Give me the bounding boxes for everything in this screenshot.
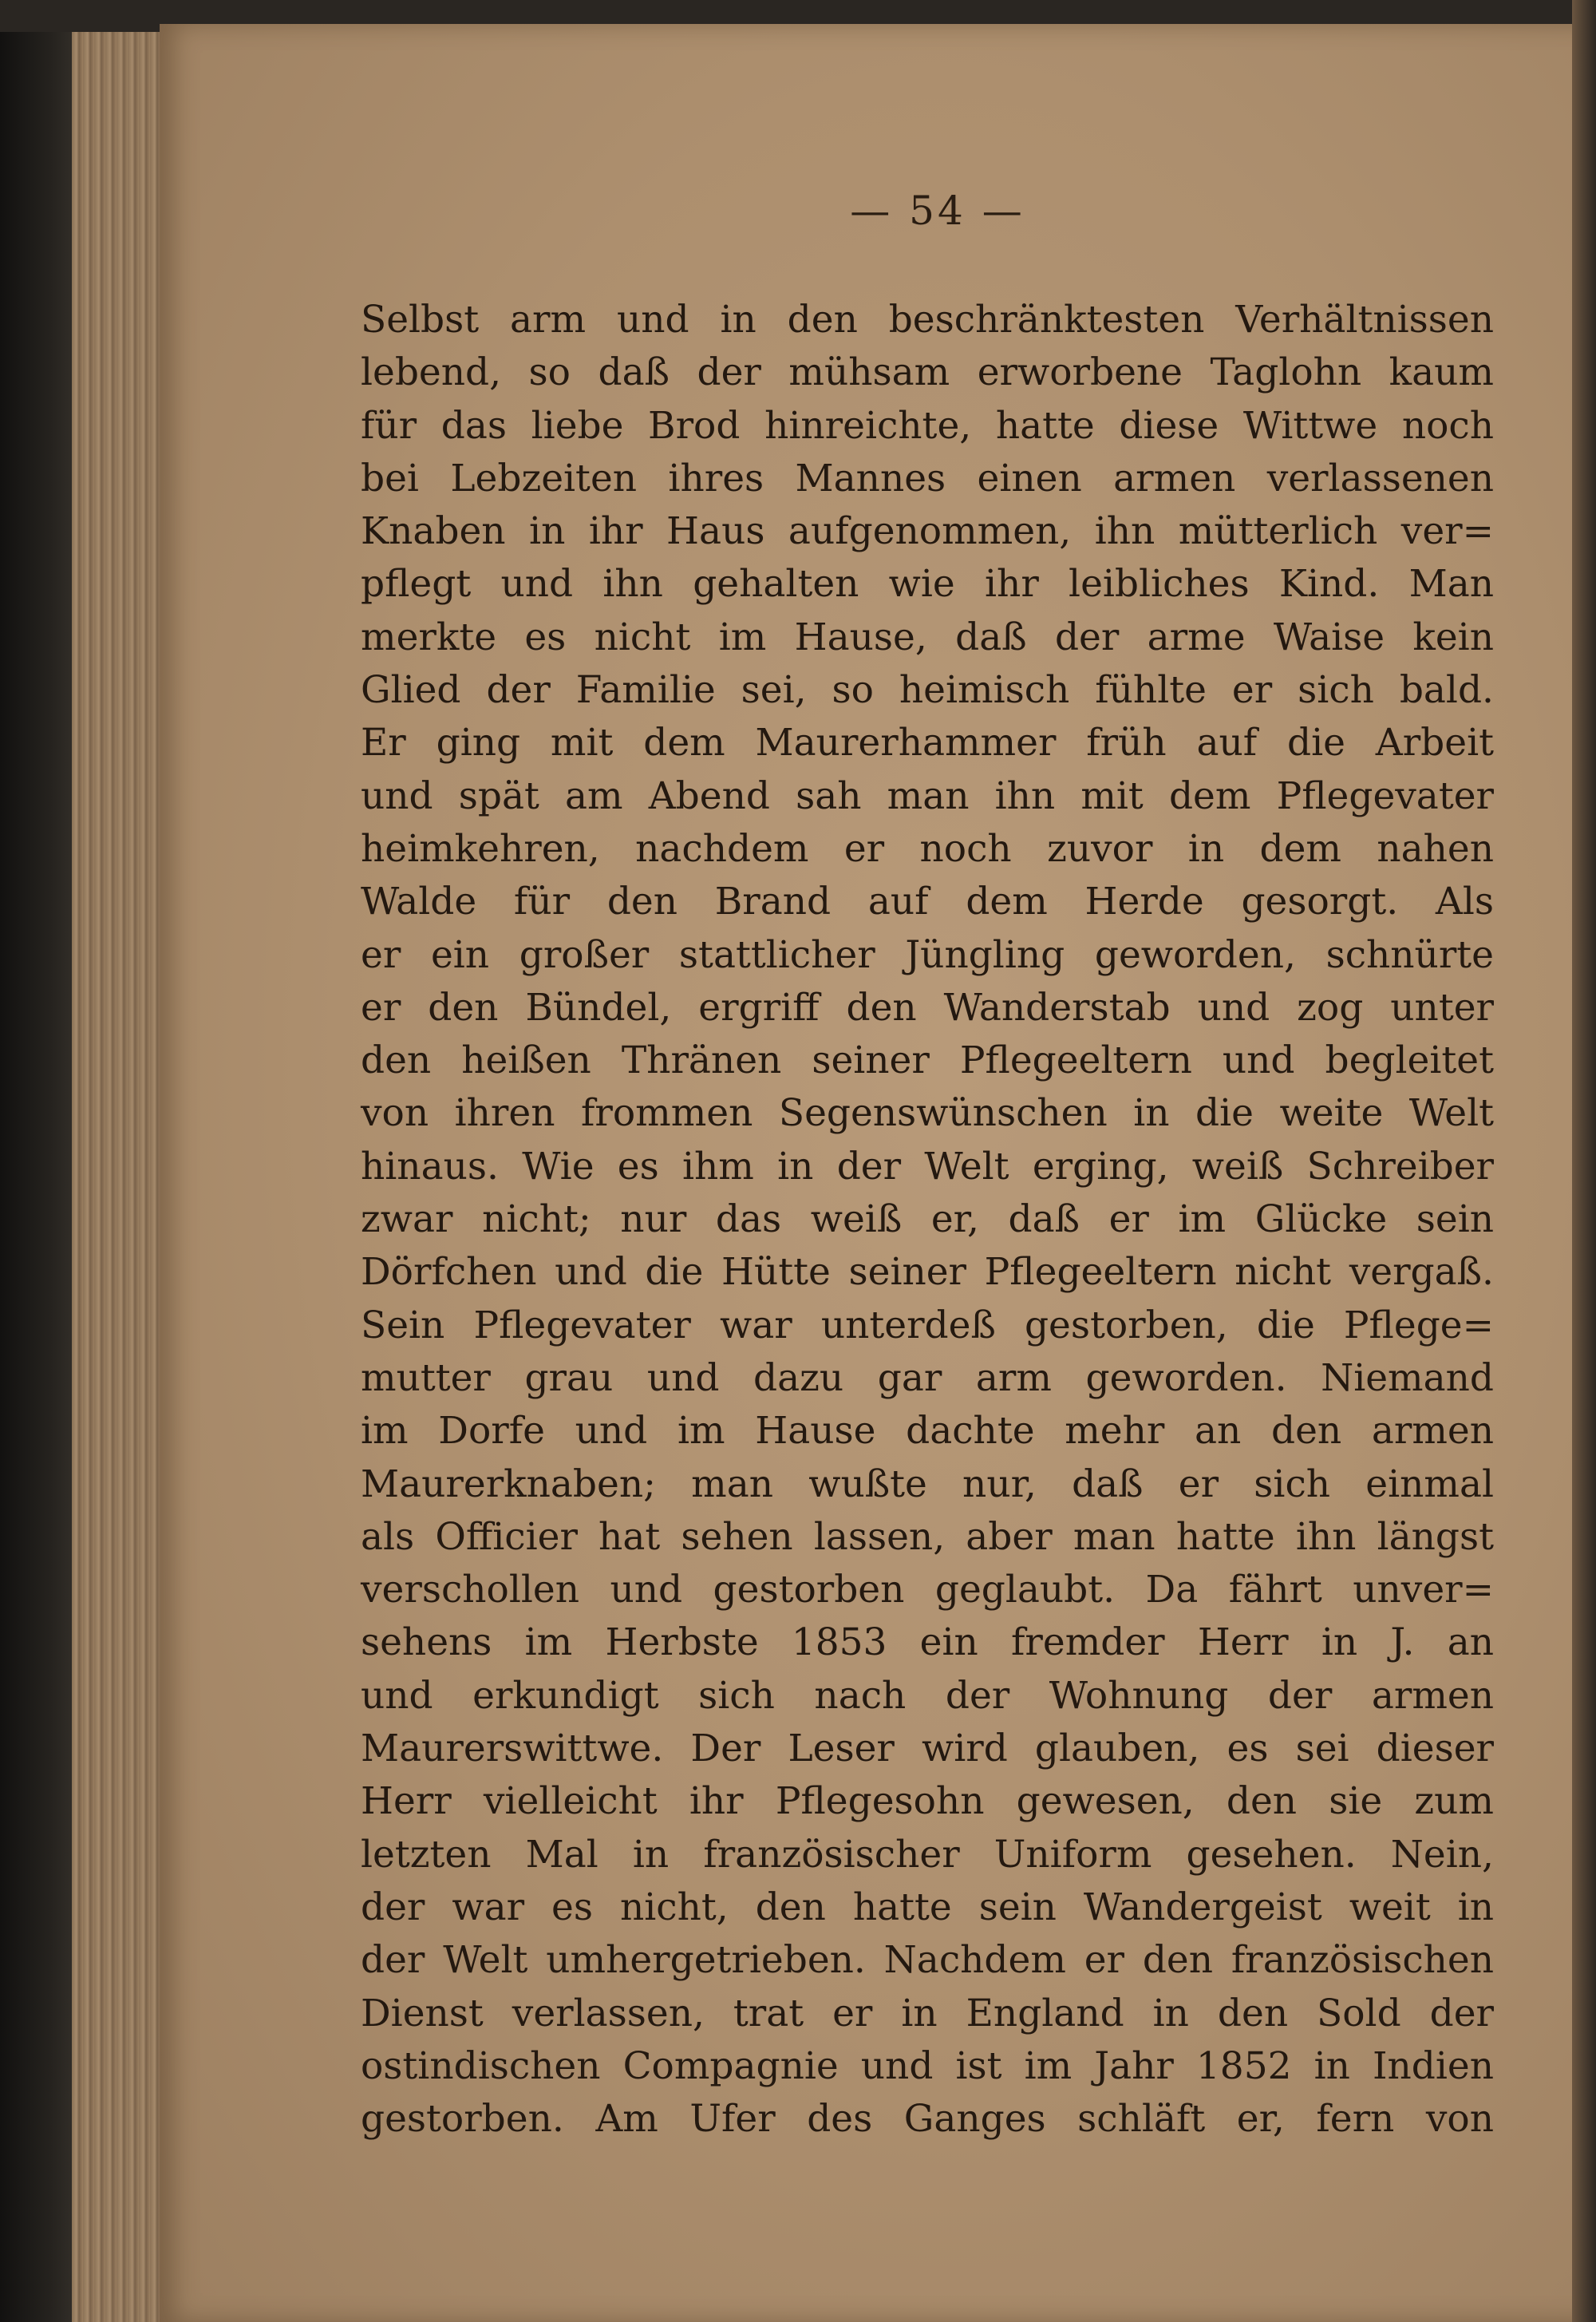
- text-line: sehens im Herbste 1853 ein fremder Herr in J. an: [361, 1620, 1494, 1665]
- text-line: merkte es nicht im Hause, daß der arme Waise kein: [361, 615, 1494, 659]
- text-line: er den Bündel, ergriff den Wanderstab und zog unter: [361, 985, 1494, 1030]
- text-line: Maurerknaben; man wußte nur, daß er sich einmal: [361, 1462, 1494, 1506]
- text-line: Knaben in ihr Haus aufgenommen, ihn mütterlich ver=: [361, 509, 1494, 554]
- text-line: pflegt und ihn gehalten wie ihr leibliches Kind. Man: [361, 562, 1494, 607]
- text-line: Sein Pflegevater war unterdeß gestorben, die Pflege=: [361, 1303, 1494, 1347]
- text-line: er ein großer stattlicher Jüngling geworden, schnürte: [361, 932, 1494, 977]
- text-line: heimkehren, nachdem er noch zuvor in dem nahen: [361, 826, 1494, 871]
- text-line: verschollen und gestorben geglaubt. Da fährt unver=: [361, 1568, 1494, 1612]
- text-line: letzten Mal in französischer Uniform gesehen. Nein,: [361, 1832, 1494, 1877]
- text-line: den heißen Thränen seiner Pflegeeltern und begleitet: [361, 1038, 1494, 1083]
- text-line: zwar nicht; nur das weiß er, daß er im Glücke sein: [361, 1197, 1494, 1242]
- text-line: bei Lebzeiten ihres Mannes einen armen verlassenen: [361, 456, 1494, 500]
- text-line: Herr vielleicht ihr Pflegesohn gewesen, den sie zum: [361, 1779, 1494, 1824]
- text-line: Dörfchen und die Hütte seiner Pflegeeltern nicht vergaß.: [361, 1250, 1494, 1295]
- text-line: Dienst verlassen, trat er in England in den Sold der: [361, 1991, 1494, 2035]
- text-line: für das liebe Brod hinreichte, hatte diese Wittwe noch: [361, 403, 1494, 448]
- text-line: im Dorfe und im Hause dachte mehr an den armen: [361, 1409, 1494, 1454]
- text-line: der war es nicht, den hatte sein Wandergeist weit in: [361, 1885, 1494, 1929]
- body-text: [361, 294, 1494, 2146]
- text-line: als Officier hat sehen lassen, aber man hatte ihn längst: [361, 1514, 1494, 1559]
- text-line: Selbst arm und in den beschränktesten Verhältnissen: [361, 298, 1494, 342]
- text-line: Er ging mit dem Maurerhammer früh auf die Arbeit: [361, 721, 1494, 765]
- text-line: von ihren frommen Segenswünschen in die weite Welt: [361, 1091, 1494, 1136]
- text-line: und spät am Abend sah man ihn mit dem Pflegevater: [361, 773, 1494, 818]
- text-line: der Welt umhergetrieben. Nachdem er den französischen: [361, 1938, 1494, 1983]
- page-number: — 54 —: [850, 188, 1025, 234]
- text-line: gestorben. Am Ufer des Ganges schläft er, fern von: [361, 2097, 1494, 2142]
- text-line: lebend, so daß der mühsam erworbene Taglohn kaum: [361, 350, 1494, 395]
- text-line: hinaus. Wie es ihm in der Welt erging, weiß Schreiber: [361, 1144, 1494, 1189]
- text-line: ostindischen Compagnie und ist im Jahr 1852 in Indien: [361, 2043, 1494, 2088]
- text-line: Walde für den Brand auf dem Herde gesorgt. Als: [361, 880, 1494, 924]
- text-line: Maurerswittwe. Der Leser wird glauben, es sei dieser: [361, 1727, 1494, 1771]
- text-line: mutter grau und dazu gar arm geworden. Niemand: [361, 1355, 1494, 1400]
- text-line: Glied der Familie sei, so heimisch fühlte er sich bald.: [361, 668, 1494, 713]
- text-line: und erkundigt sich nach der Wohnung der armen: [361, 1673, 1494, 1718]
- scan-border: [1572, 0, 1596, 2322]
